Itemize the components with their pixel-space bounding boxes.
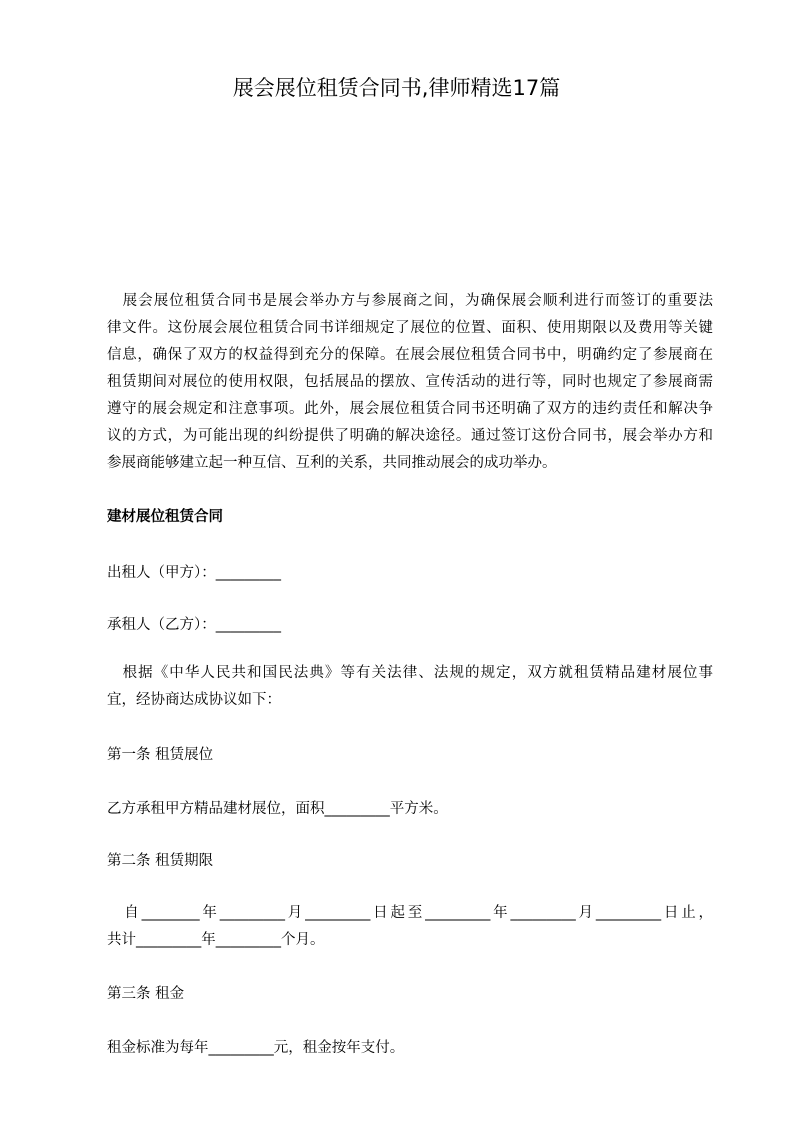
- intro-paragraph: [107, 288, 713, 477]
- article-1-body: 乙方承租甲方精品建材展位，面积_________平方米。: [107, 801, 448, 817]
- text-line: 议的方式，为可能出现的纠纷提供了明确的解决途径。通过签订这份合同书，展会举办方和: [107, 428, 713, 444]
- contract-title: 建材展位租赁合同: [107, 509, 223, 525]
- article-2-body: [107, 900, 713, 954]
- text-line: 遵守的展会规定和注意事项。此外，展会展位租赁合同书还明确了双方的违约责任和解决争: [107, 401, 713, 417]
- article-3-body: 租金标准为每年_________元，租金按年支付。: [107, 1040, 405, 1056]
- document-title: 展会展位租赁合同书,律师精选17篇: [232, 76, 561, 100]
- text-line: 展会展位租赁合同书是展会举办方与参展商之间，为确保展会顺利进行而签订的重要法: [107, 293, 713, 309]
- article-3-title: 第三条 租金: [107, 986, 185, 1002]
- text-line: 参展商能够建立起一种互信、互利的关系，共同推动展会的成功举办。: [107, 455, 557, 471]
- article-2-title: 第二条 租赁期限: [107, 853, 214, 869]
- text-line: 宜，经协商达成协议如下：: [107, 692, 281, 708]
- text-line: 律文件。这份展会展位租赁合同书详细规定了展位的位置、面积、使用期限以及费用等关键: [107, 320, 713, 336]
- text-line: 租赁期间对展位的使用权限，包括展品的摆放、宣传活动的进行等，同时也规定了参展商需: [107, 374, 713, 390]
- text-line: 自________年_________月_________日起至_________年_________月_________日止，: [107, 905, 713, 921]
- article-1-title: 第一条 租赁展位: [107, 747, 214, 763]
- text-line: 共计_________年_________个月。: [107, 932, 325, 948]
- lessee-line: 承租人（乙方）：_________: [107, 617, 281, 633]
- text-line: 根据《中华人民共和国民法典》等有关法律、法规的规定，双方就租赁精品建材展位事: [107, 665, 713, 681]
- text-line: 信息，确保了双方的权益得到充分的保障。在展会展位租赁合同书中，明确约定了参展商在: [107, 347, 713, 363]
- preamble-paragraph: [107, 660, 713, 714]
- lessor-line: 出租人（甲方）：_________: [107, 565, 281, 581]
